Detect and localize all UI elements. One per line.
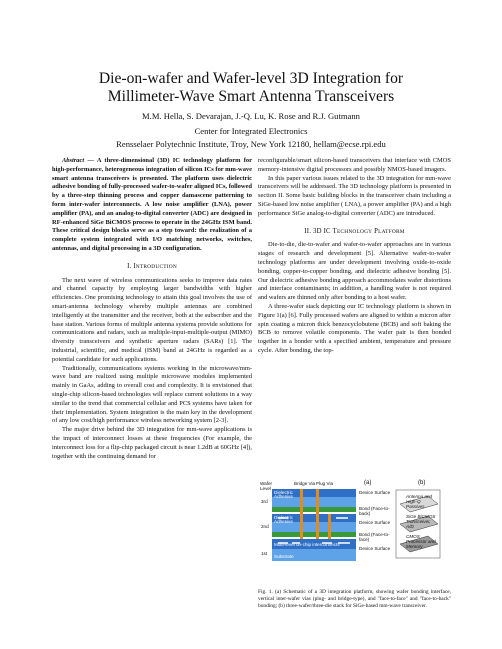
affiliation-institute: Rensselaer Polytechnic Institute, Troy, New York 12180, hellam@ecse.rpi.edu	[116, 139, 386, 149]
label-dielectric-2: Dielectric	[274, 515, 293, 520]
label-3rd: 3rd	[261, 499, 268, 504]
right-paragraph-scope: In this paper various issues related to the 3D integration for mm-wave transceivers will be addressed. The 3D technology platform is presented in section II. Some basic building blocks in the transceiver chain including a SiGe-based low noise amplifier ( LNA), a power amplifier (PA) and a high performance SiGe analog-to-digital converter (ADC) are introduced.	[258, 174, 452, 217]
left-column	[52, 157, 252, 461]
section-heading-introduction	[52, 263, 252, 272]
label-substrate: Substrate	[274, 554, 294, 559]
label-1st: 1st	[261, 551, 268, 556]
plug-via-lower	[328, 514, 331, 539]
intro-paragraph-1: The next wave of wireless communications seeks to improve data rates and channel capacity by employing larger bandwidths with higher efficiencies. One promising technology to attain this goal involves the use of smart-antenna technology whereby multiple antennas are combined intelligently at the transmitter and the receiver, both at the subscriber and the base station. Various forms of multiple antenna systems provide solutions for communications and radars, such as multiple-input-multiple-output (MIMO) diversity transceivers and synthetic aperture radars (SARs) [1]. The industrial, scientific, and medical (ISM) band at 24GHz is regarded as a potential candidate for such applications.	[52, 276, 252, 363]
plug-via	[316, 489, 319, 539]
label-b: (b)	[418, 480, 426, 486]
label-processor-die: CMOS Processor and Memory	[406, 534, 436, 549]
section-1-rest: NTRODUCTION	[135, 263, 177, 270]
title-line-2: Millimeter-Wave Smart Antenna Transceivers	[107, 88, 395, 105]
layer-bond-2	[272, 532, 356, 537]
label-device-surface-2: Device Surface	[359, 520, 391, 525]
platform-paragraph-2: A three-wafer stack depicting our IC technology platform is shown in Figure 1(a) [6]. Fully processed wafers are aligned to within a micron after spin coating a micron thick benzocyclobutene (BCB) and soft baking the BCB to remove volatile components. The wafer pair is then bonded together in a bonder with a specified ambient, temperature and pressure cycle. After bonding, the top-	[258, 302, 451, 354]
label-antenna-die: Antenna and High-Q Passives	[406, 494, 433, 509]
label-adhesive-2: Adhesive	[274, 519, 293, 524]
label-bridge-via: Bridge Via	[294, 481, 316, 486]
label-bond-face-to-back: Bond (Face-to-back)	[359, 506, 390, 516]
intro-paragraph-3: The major drive behind the 3D integration for mm-wave applications is the impact of interconnect losses at these frequencies (For example, the interconnect loss for a flip-chip packaged circuit is near 1.2dB at 60GHz [4]), together with the continuing demand for	[52, 426, 252, 460]
section-heading-platform	[258, 228, 451, 237]
title-line-1: Die-on-wafer and Wafer-level 3D Integration for	[98, 70, 404, 87]
section-1-initial: I	[133, 262, 136, 270]
right-paragraph-continued: reconfigurable/smart silicon-based transceivers that interface with CMOS memory-intensive digital processors and possibly NMOS-based imagers.	[258, 157, 451, 173]
label-device-surface-1: Device Surface	[359, 546, 391, 551]
label-transceiver-die: SiGe BiCMOS Transceiver, A/D	[406, 514, 436, 529]
label-device-surface-3: Device Surface	[359, 490, 391, 495]
abstract-lead: Abstract	[62, 157, 85, 164]
label-dielectric: Dielectric	[274, 490, 293, 495]
section-1-numeral: I.	[127, 262, 134, 270]
label-multilevel: Multi-level on-chip interconnects	[274, 542, 340, 547]
section-2-mid: P	[372, 227, 379, 235]
label-bond-face-to-face: Bond (Face-to-face)	[359, 532, 390, 542]
platform-paragraph-1: Die-to-die, die-to-wafer and wafer-to-wafer approaches are in various stages of research and development [5]. Alternative wafer-to-wafer technology platforms are under development involving oxide-to-oxide bonding, copper-to-copper bonding, and dielectric adhesive bonding [5]. Our dielectric adhesive bonding approach accommodates wafer distortions and interface contaminants; in addition, a handling wafer is not required and wafers are thinned only after bonding to a host wafer.	[258, 241, 451, 302]
figure-1	[258, 480, 451, 585]
intro-paragraph-2: Traditionally, communications systems working in the microwave/mm-wave band are realized using multiple microwave modules implemented mainly in GaAs, adding to overall cost and complexity. It is envisioned that single-chip silicon-based technologies will replace current solutions in a way similar to the trend that commercial cellular and PCS systems have taken for their implementation. System integration is the main key in the development of any low cost/high performance wireless networking system [2-3].	[52, 364, 252, 425]
section-2-numeral: II. 3D IC T	[304, 227, 337, 235]
section-2-sc1: ECHNOLOGY	[336, 228, 373, 235]
label-plug-via: Plug Via	[316, 481, 334, 486]
figure-1-caption: Fig. 1. (a) Schematic of a 3D integration platform, showing wafer bonding interface, vertical inter-wafer vias (plug- and bridge-type), and "face-to-face" and "face-to-back" bonding; (b) three-wafer/three-die stack for SiGe-based mm-wave transceiver.	[258, 589, 451, 609]
section-2-sc2: LATFORM	[378, 228, 405, 235]
right-column	[258, 157, 451, 356]
label-a: (a)	[364, 480, 372, 486]
layer-bond-1	[272, 507, 356, 512]
abstract	[52, 157, 252, 254]
abstract-text: — A three-dimensional (3D) IC technology platform for high-performance, heterogeneous integration of silicon ICs for mm-wave smart antenna transceivers is presented. The platform uses dielectric adhesive bonding of fully-processed wafer-to-wafer aligned ICs, followed by a three-step thinning process and copper damascene patterning to form inter-wafer interconnects. A low noise amplifier (LNA), power amplifier (PA), and an analog-to-digital converter (ADC) are designed in RF-enhanced SiGe BiCMOS process to operate in the 24GHz ISM band. These critical design blocks serve as a step toward: the realization of a complete system integrated with I/O matching networks, switches, antennas, and digital processing in a 3D configuration.	[52, 157, 252, 252]
affiliation-center: Center for Integrated Electronics	[194, 126, 308, 136]
bridge-via	[300, 489, 303, 539]
label-2nd: 2nd	[261, 524, 269, 529]
author-list: M.M. Hella, S. Devarajan, J.-Q. Lu, K. Rose and R.J. Gutmann	[142, 111, 360, 121]
label-wafer-level: Wafer Level	[260, 481, 273, 491]
paper-title	[20, 70, 482, 106]
label-adhesive: Adhesive	[274, 494, 293, 499]
